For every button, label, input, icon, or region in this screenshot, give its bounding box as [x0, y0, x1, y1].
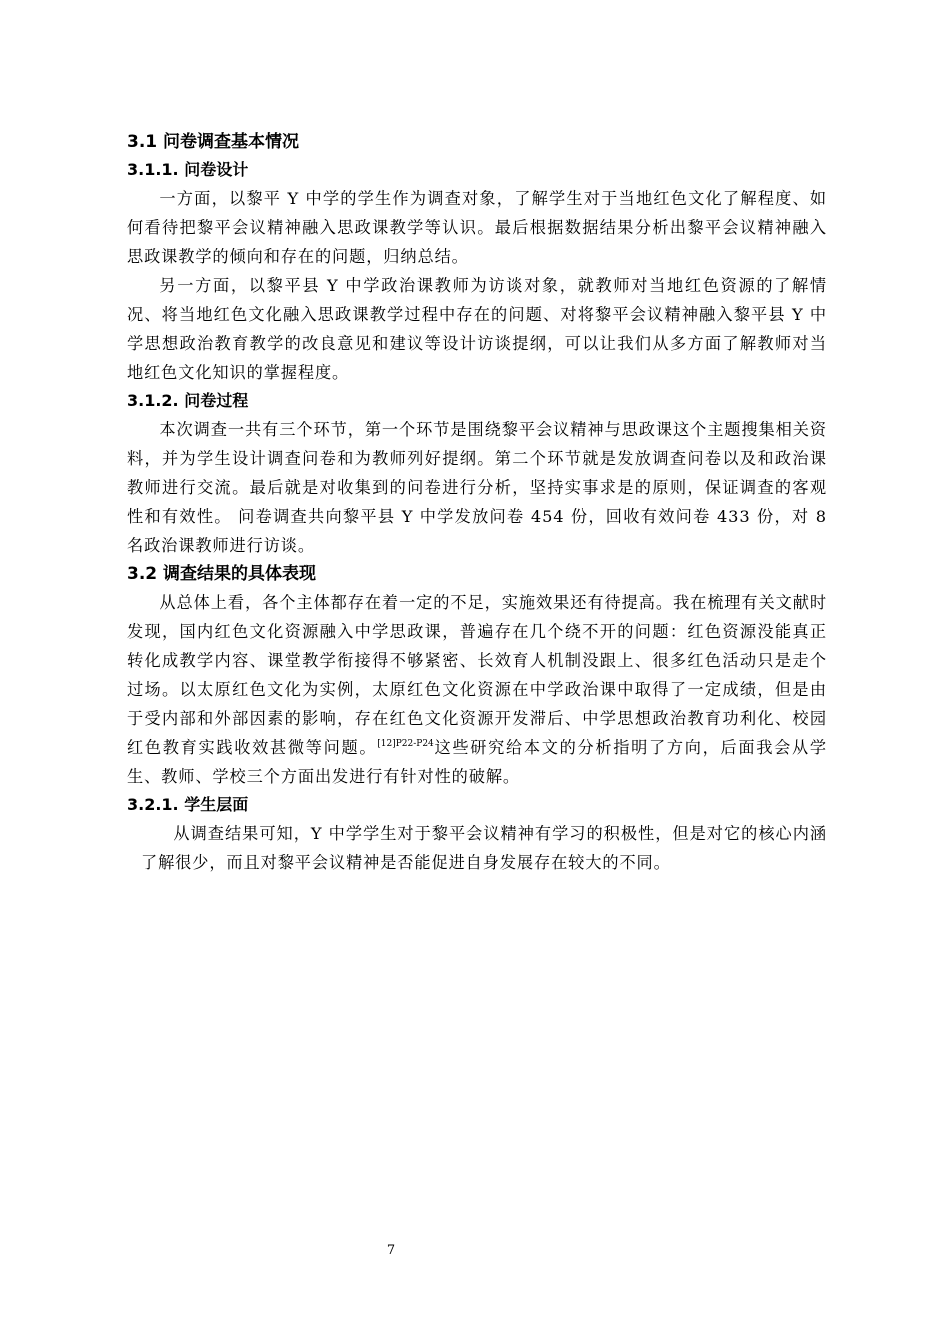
student-level-block [127, 819, 827, 877]
page-number: 7 [386, 1243, 396, 1258]
paragraph-questionnaire-design-1: 一方面，以黎平 Y 中学的学生作为调查对象，了解学生对于当地红色文化了解程度、如何看待把黎平会议精神融入思政课教学等认识。最后根据数据结果分析出黎平会议精神融入思政课教学的倾向和存在的问题，归纳总结。 [127, 189, 827, 266]
survey-results-text-b: 这些研究给本文的分析指明了方向，后面我会从学生、教师、学校三个方面出发进行有针对性的破解。 [127, 738, 827, 786]
survey-results-text-a: 从总体上看，各个主体都存在着一定的不足，实施效果还有待提高。我在梳理有关文献时发现，国内红色文化资源融入中学思政课，普遍存在几个绕不开的问题：红色资源没能真正转化成教学内容、课堂教学衔接得不够紧密、长效育人机制没跟上、很多红色活动只是走个过场。以太原红色文化为实例，太原红色文化资源在中学政治课中取得了一定成绩，但是由于受内部和外部因素的影响，存在红色文化资源开发滞后、中学思想政治教育功利化、校园红色教育实践收效甚微等问题。 [127, 593, 827, 757]
section-3-2-heading: 3.2 调查结果的具体表现 [127, 564, 317, 584]
citation-reference: [12]P22-P24 [377, 739, 434, 749]
paragraph-questionnaire-process: 本次调查一共有三个环节，第一个环节是围绕黎平会议精神与思政课这个主题搜集相关资料，并为学生设计调查问卷和为教师列好提纲。第二个环节就是发放调查问卷以及和政治课教师进行交流。最后就是对收集到的问卷进行分析，坚持实事求是的原则，保证调查的客观性和有效性。 问卷调查共向黎平县 Y 中学发放问卷 454 份，回收有效问卷 433 份，对 8 名政治课教师进行访谈。 [127, 420, 827, 555]
paragraph-student-level: 从调查结果可知，Y 中学学生对于黎平会议精神有学习的积极性，但是对它的核心内涵了解很少，而且对黎平会议精神是否能促进自身发展存在较大的不同。 [141, 824, 827, 872]
section-3-2-1-heading: 3.2.1. 学生层面 [127, 795, 249, 814]
paragraph-questionnaire-design-2: 另一方面，以黎平县 Y 中学政治课教师为访谈对象，就教师对当地红色资源的了解情况、将当地红色文化融入思政课教学过程中存在的问题、对将黎平会议精神融入黎平县 Y 中学思想政治教育教学的改良意见和建议等设计访谈提纲，可以让我们从多方面了解教师对当地红色文化知识的掌握程度。 [127, 276, 827, 382]
paragraph-survey-results [127, 588, 827, 791]
section-3-1-2-heading: 3.1.2. 问卷过程 [127, 391, 249, 410]
section-3-1-1-heading: 3.1.1. 问卷设计 [127, 160, 249, 179]
document-page [127, 128, 827, 877]
section-3-1-heading: 3.1 问卷调查基本情况 [127, 132, 300, 152]
